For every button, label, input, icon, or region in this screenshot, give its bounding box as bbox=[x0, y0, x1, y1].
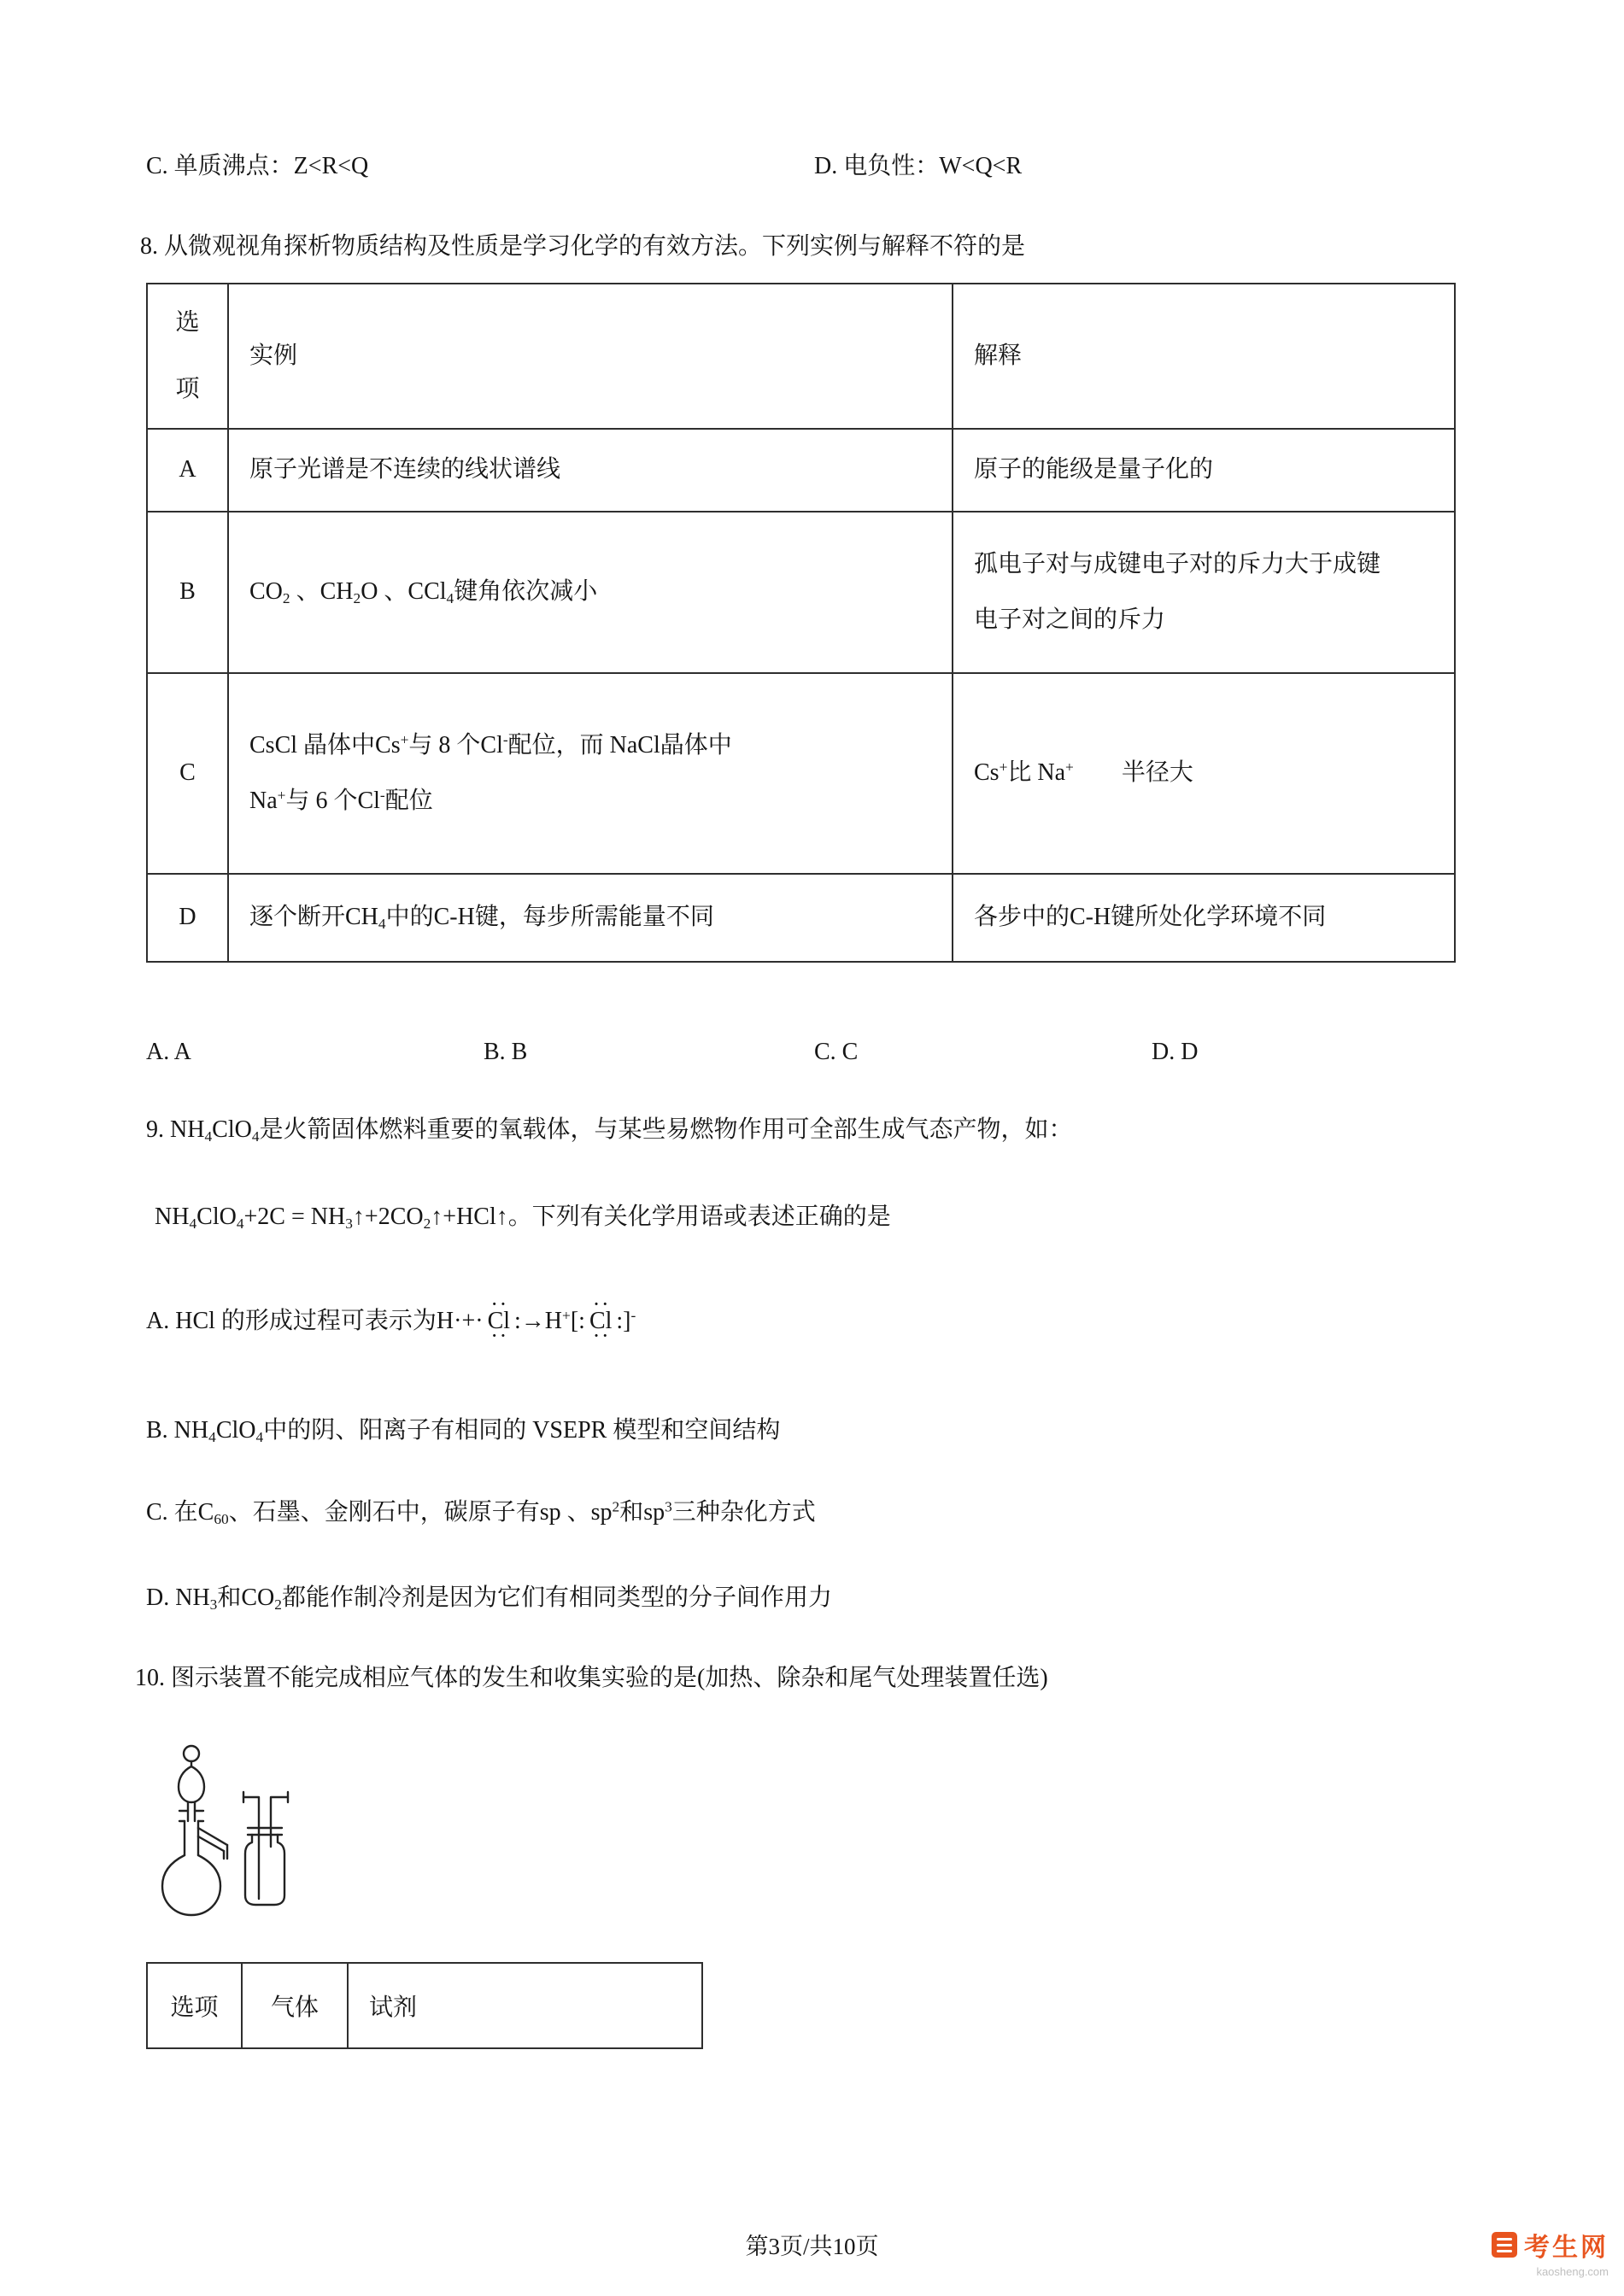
watermark-brand: 考生网 bbox=[1524, 2234, 1609, 2262]
kaosheng-logo-icon bbox=[1492, 2232, 1517, 2258]
option-cell: D bbox=[147, 874, 228, 962]
example-cell: 原子光谱是不连续的线状谱线 bbox=[228, 429, 953, 512]
question10-table bbox=[146, 1962, 703, 2049]
table-row bbox=[147, 874, 1455, 962]
header-cell-gas: 气体 bbox=[242, 1963, 348, 2048]
option-cell: C bbox=[147, 673, 228, 874]
explanation-cell: 原子的能级是量子化的 bbox=[953, 429, 1455, 512]
answer-choice-a: A. A bbox=[146, 1039, 191, 1065]
answer-choice-b: B. B bbox=[484, 1039, 528, 1065]
page-indicator: 第3页/共10页 bbox=[745, 2234, 879, 2259]
table-header-row bbox=[147, 284, 1455, 429]
explanation-cell: Cs+比 Na+ 半径大 bbox=[953, 673, 1455, 874]
explanation-cell: 各步中的C-H键所处化学环境不同 bbox=[953, 874, 1455, 962]
question10-table-container bbox=[146, 1962, 703, 2049]
question9-stem-line2: $NH_4ClO_4+2C$ = $NH_3↑+2CO_2↑+HCl↑$。下列有关化学用语或表述正确的是 bbox=[155, 1204, 891, 1233]
header-cell-example: 实例 bbox=[228, 284, 953, 429]
example-cell: CsCl 晶体中Cs+与 8 个Cl-配位，而 NaCl晶体中 Na+与 6 个Cl-配位 bbox=[228, 673, 953, 874]
question9-option-d: D. $NH_3$和$CO_2$都能作制冷剂是因为它们有相同类型的分子间作用力 bbox=[146, 1584, 832, 1614]
watermark-domain: kaosheng.com bbox=[1536, 2265, 1609, 2278]
question9-option-b: B. $NH_4ClO_4$中的阴、阳离子有相同的 VSEPR 模型和空间结构 bbox=[146, 1417, 781, 1446]
header-option-label: 选项 bbox=[175, 309, 200, 402]
option-cell: B bbox=[147, 512, 228, 673]
gas-apparatus-figure bbox=[155, 1742, 309, 1926]
header-cell-option: 选项 bbox=[147, 1963, 242, 2048]
question7-option-d: D. 电负性：W<Q<R bbox=[814, 153, 1023, 179]
apparatus-drawing bbox=[155, 1742, 309, 1926]
answer-choice-d: D. D bbox=[1152, 1039, 1199, 1065]
table-row bbox=[147, 512, 1455, 673]
explanation-cell: 孤电子对与成键电子对的斥力大于成键 电子对之间的斥力 bbox=[953, 512, 1455, 673]
answer-choice-c: C. C bbox=[814, 1039, 859, 1065]
flask-with-funnel-drawing bbox=[162, 1746, 227, 1915]
question10-stem: 10. 图示装置不能完成相应气体的发生和收集实验的是(加热、除杂和尾气处理装置任选) bbox=[135, 1665, 1048, 1691]
question8-table-container bbox=[146, 283, 1456, 963]
question8-table bbox=[146, 283, 1456, 963]
header-cell-option bbox=[147, 284, 228, 429]
table-header-row bbox=[147, 1963, 702, 2048]
example-cell: $CO_2$ 、$CH_2O$ 、CCl$_4$键角依次减小 bbox=[228, 512, 953, 673]
table-row bbox=[147, 429, 1455, 512]
question7-options-row bbox=[0, 147, 1624, 183]
gas-washing-bottle-drawing bbox=[243, 1792, 288, 1905]
example-cell: 逐个断开$CH_4$中的C-H键，每步所需能量不同 bbox=[228, 874, 953, 962]
watermark bbox=[1492, 2226, 1609, 2278]
header-cell-explanation: 解释 bbox=[953, 284, 1455, 429]
question9-option-c: C. 在$C_{60}$、石墨、金刚石中，碳原子有sp 、$sp^2$和$sp^3$三种杂化方式 bbox=[146, 1498, 816, 1528]
header-cell-reagent: 试剂 bbox=[348, 1963, 702, 2048]
question8-stem: 8. 从微观视角探析物质结构及性质是学习化学的有效方法。下列实例与解释不符的是 bbox=[140, 233, 1026, 260]
question9-stem-line1: 9. $NH_4ClO_4$是火箭固体燃料重要的氧载体，与某些易燃物作用可全部生成气态产物，如： bbox=[146, 1116, 1073, 1145]
table-row bbox=[147, 673, 1455, 874]
question8-answer-row bbox=[146, 1039, 1428, 1075]
option-cell: A bbox=[147, 429, 228, 512]
question7-option-c: C. 单质沸点：Z<R<Q bbox=[146, 153, 369, 179]
question9-option-a: A. HCl 的形成过程可表示为H·+· · · Cl · · :→H+[: · · Cl · · :]- bbox=[146, 1302, 636, 1336]
